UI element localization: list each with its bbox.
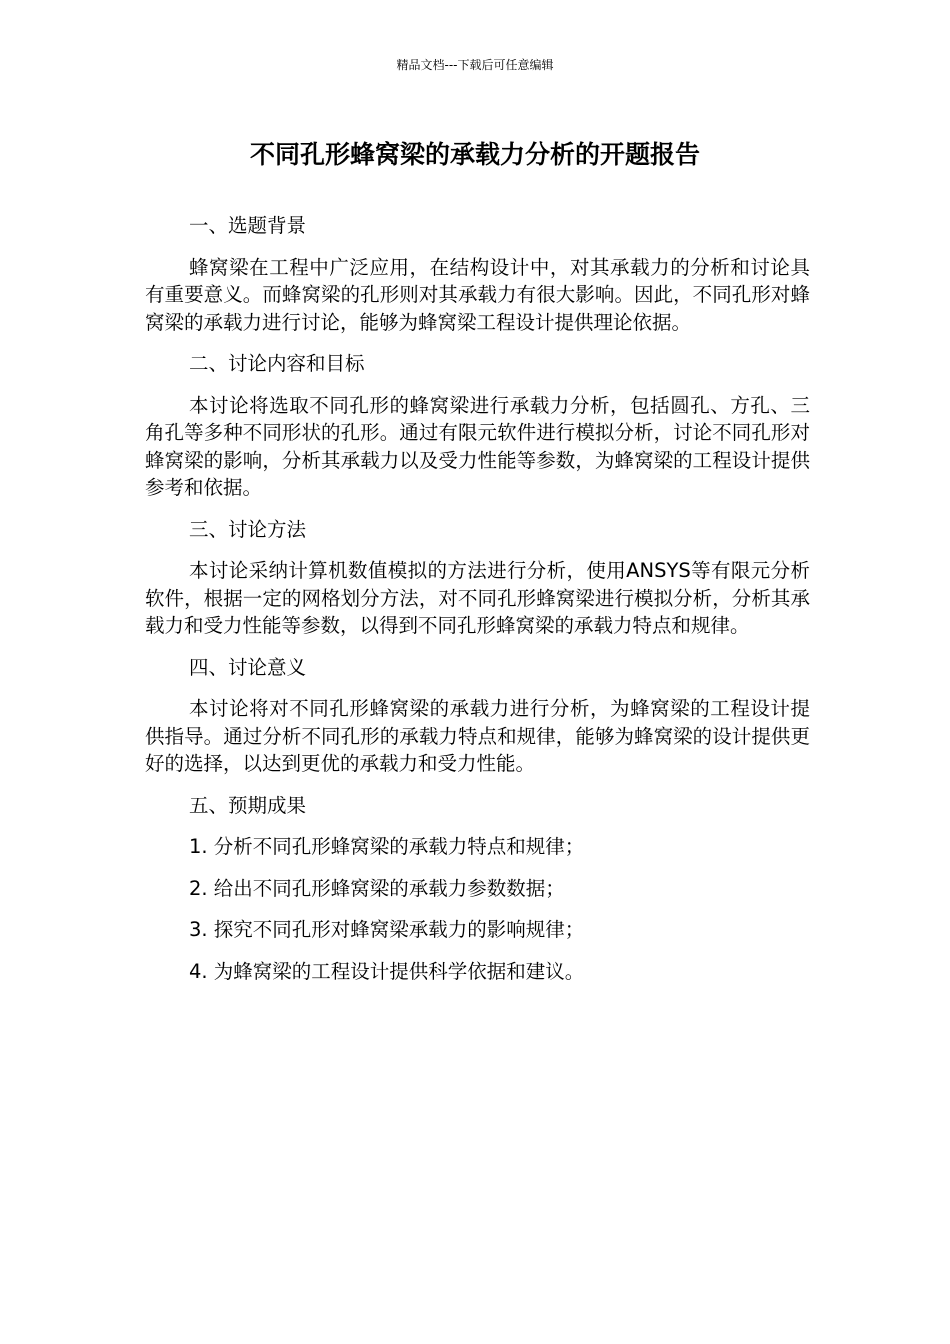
document-body bbox=[145, 212, 810, 999]
section-paragraph-method: 本讨论采纳计算机数值模拟的方法进行分析，使用ANSYS等有限元分析软件，根据一定的网格划分方法，对不同孔形蜂窝梁进行模拟分析，分析其承载力和受力性能等参数，以得到不同孔形蜂窝梁的承载力特点和规律。 bbox=[145, 559, 810, 637]
section-paragraph-content-goals: 本讨论将选取不同孔形的蜂窝梁进行承载力分析，包括圆孔、方孔、三角孔等多种不同形状的孔形。通过有限元软件进行模拟分析，讨论不同孔形对蜂窝梁的影响，分析其承载力以及受力性能等参数，为蜂窝梁的工程设计提供参考和依据。 bbox=[145, 393, 810, 499]
section-paragraph-significance: 本讨论将对不同孔形蜂窝梁的承载力进行分析，为蜂窝梁的工程设计提供指导。通过分析不同孔形的承载力特点和规律，能够为蜂窝梁的设计提供更好的选择，以达到更优的承载力和受力性能。 bbox=[145, 697, 810, 775]
section-paragraph-background: 蜂窝梁在工程中广泛应用，在结构设计中，对其承载力的分析和讨论具有重要意义。而蜂窝梁的孔形则对其承载力有很大影响。因此，不同孔形对蜂窝梁的承载力进行讨论，能够为蜂窝梁工程设计提供理论依据。 bbox=[145, 255, 810, 334]
section-heading-significance: 四、讨论意义 bbox=[189, 655, 307, 679]
section-heading-expected-outcomes: 五、预期成果 bbox=[189, 793, 307, 817]
header-note: 精品文档---下载后可任意编辑 bbox=[396, 58, 554, 72]
document-title: 不同孔形蜂窝梁的承载力分析的开题报告 bbox=[249, 140, 700, 169]
section-heading-content-goals: 二、讨论内容和目标 bbox=[189, 352, 365, 375]
outcome-list-item: 4. 为蜂窝梁的工程设计提供科学依据和建议。 bbox=[189, 959, 585, 983]
outcome-list-item: 2. 给出不同孔形蜂窝梁的承载力参数数据； bbox=[189, 876, 565, 900]
section-heading-background: 一、选题背景 bbox=[189, 214, 307, 237]
outcome-list-item: 3. 探究不同孔形对蜂窝梁承载力的影响规律； bbox=[189, 918, 585, 941]
section-heading-method: 三、讨论方法 bbox=[189, 517, 307, 541]
outcome-list-item: 1. 分析不同孔形蜂窝梁的承载力特点和规律； bbox=[189, 835, 585, 858]
